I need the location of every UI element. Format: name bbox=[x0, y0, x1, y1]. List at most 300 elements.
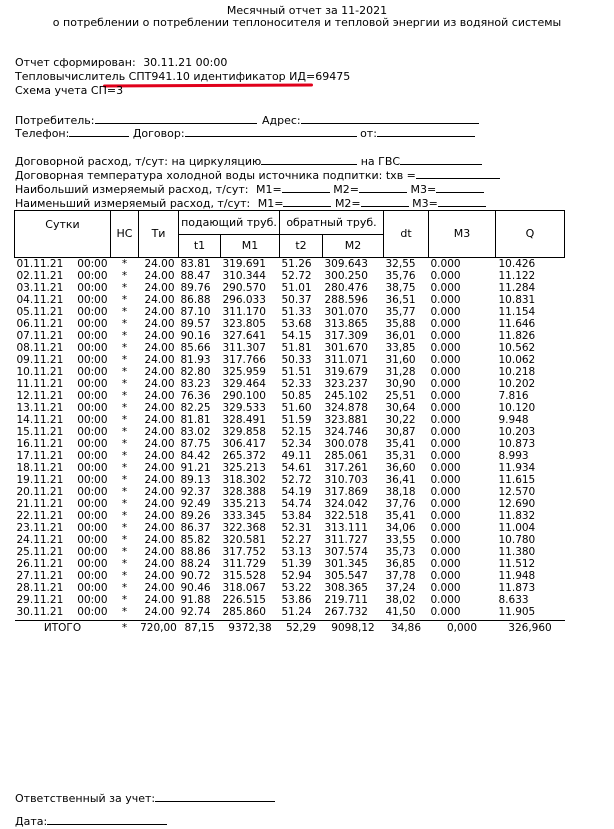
row-time: 00:00 bbox=[77, 258, 108, 270]
row-m1: 315.528 bbox=[222, 570, 266, 582]
row-m3: 0.000 bbox=[430, 534, 461, 546]
row-date: 25.11.21 bbox=[16, 546, 64, 558]
row-t1: 89.57 bbox=[180, 318, 211, 330]
row-m3: 0.000 bbox=[430, 510, 461, 522]
row-q: 9.948 bbox=[498, 414, 529, 426]
row-m2: 311.071 bbox=[324, 354, 368, 366]
row-dt: 37,78 bbox=[385, 570, 416, 582]
row-m3: 0.000 bbox=[430, 342, 461, 354]
row-m1: 322.368 bbox=[222, 522, 266, 534]
contract-flow-label: Договорной расход, т/сут: на циркуляцию bbox=[15, 155, 262, 168]
row-q: 12.570 bbox=[498, 486, 536, 498]
row-q: 11.122 bbox=[498, 270, 536, 282]
contract-flow-line bbox=[15, 153, 482, 168]
row-t1: 82.80 bbox=[180, 366, 211, 378]
row-q: 10.873 bbox=[498, 438, 536, 450]
row-day bbox=[15, 282, 111, 294]
header-t1: t1 bbox=[179, 235, 221, 258]
row-t1: 86.37 bbox=[180, 522, 211, 534]
row-dt: 36,60 bbox=[385, 462, 416, 474]
row-m3: 0.000 bbox=[430, 402, 461, 414]
row-t2: 52.33 bbox=[281, 378, 312, 390]
row-ti: 24.00 bbox=[144, 402, 175, 414]
row-time: 00:00 bbox=[77, 510, 108, 522]
row-q: 7.816 bbox=[498, 390, 529, 402]
row-t1: 92.74 bbox=[180, 606, 211, 618]
min-m3-label: M3= bbox=[412, 197, 438, 210]
row-m1: 285.860 bbox=[222, 606, 266, 618]
row-ti: 24.00 bbox=[144, 330, 175, 342]
max-m3-blank bbox=[436, 181, 484, 193]
row-m1: 317.766 bbox=[222, 354, 266, 366]
row-date: 28.11.21 bbox=[16, 582, 64, 594]
row-m2: 317.869 bbox=[324, 486, 368, 498]
row-ti: 24.00 bbox=[144, 510, 175, 522]
row-m3: 0.000 bbox=[430, 270, 461, 282]
row-time: 00:00 bbox=[77, 414, 108, 426]
row-time: 00:00 bbox=[77, 498, 108, 510]
row-date: 30.11.21 bbox=[16, 606, 64, 618]
total-ti: 720,00 bbox=[140, 622, 177, 634]
row-m3: 0.000 bbox=[430, 606, 461, 618]
row-dt: 35,31 bbox=[385, 450, 416, 462]
row-t2: 52.34 bbox=[281, 438, 312, 450]
row-t1: 82.25 bbox=[180, 402, 211, 414]
row-ns: * bbox=[121, 438, 128, 450]
table-row bbox=[15, 282, 565, 294]
row-ti: 24.00 bbox=[144, 606, 175, 618]
row-date: 06.11.21 bbox=[16, 318, 64, 330]
row-q: 10.202 bbox=[498, 378, 536, 390]
row-m1: 310.344 bbox=[222, 270, 266, 282]
row-q: 11.284 bbox=[498, 282, 536, 294]
row-date: 12.11.21 bbox=[16, 390, 64, 402]
row-day bbox=[15, 354, 111, 366]
row-ns: * bbox=[121, 318, 128, 330]
report-formed-line bbox=[15, 56, 227, 69]
row-dt: 30,90 bbox=[385, 378, 416, 390]
row-ns: * bbox=[121, 330, 128, 342]
row-m1: 311.307 bbox=[222, 342, 266, 354]
row-m3: 0.000 bbox=[430, 570, 461, 582]
row-t1: 83.81 bbox=[180, 258, 211, 270]
row-q: 11.948 bbox=[498, 570, 536, 582]
row-m2: 301.070 bbox=[324, 306, 368, 318]
row-ns: * bbox=[121, 270, 128, 282]
row-m1: 325.959 bbox=[222, 366, 266, 378]
row-t1: 90.72 bbox=[180, 570, 211, 582]
row-t2: 52.31 bbox=[281, 522, 312, 534]
row-m2: 280.476 bbox=[324, 282, 368, 294]
row-ti: 24.00 bbox=[144, 366, 175, 378]
row-dt: 36,51 bbox=[385, 294, 416, 306]
row-date: 10.11.21 bbox=[16, 366, 64, 378]
row-time: 00:00 bbox=[77, 594, 108, 606]
formed-label: Отчет сформирован: bbox=[15, 56, 136, 69]
table-row bbox=[15, 426, 565, 438]
min-m2-blank bbox=[361, 195, 409, 207]
row-date: 23.11.21 bbox=[16, 522, 64, 534]
row-ti: 24.00 bbox=[144, 462, 175, 474]
row-time: 00:00 bbox=[77, 558, 108, 570]
table-row bbox=[15, 318, 565, 330]
date-label: Дата: bbox=[15, 815, 48, 828]
total-ns: * bbox=[111, 621, 139, 636]
row-day bbox=[15, 486, 111, 498]
row-date: 05.11.21 bbox=[16, 306, 64, 318]
row-day bbox=[15, 522, 111, 534]
row-m1: 317.752 bbox=[222, 546, 266, 558]
row-dt: 33,85 bbox=[385, 342, 416, 354]
row-day bbox=[15, 450, 111, 462]
table-row bbox=[15, 582, 565, 594]
row-t1: 90.16 bbox=[180, 330, 211, 342]
total-m1: 9372,38 bbox=[221, 621, 280, 636]
row-ti: 24.00 bbox=[144, 498, 175, 510]
table-row bbox=[15, 402, 565, 414]
row-time: 00:00 bbox=[77, 270, 108, 282]
row-ti: 24.00 bbox=[144, 378, 175, 390]
responsible-blank bbox=[155, 790, 275, 802]
row-m2: 288.596 bbox=[324, 294, 368, 306]
max-m2-label: M2= bbox=[333, 183, 359, 196]
max-m2-blank bbox=[359, 181, 407, 193]
row-t2: 50.37 bbox=[281, 294, 312, 306]
row-t1: 91.21 bbox=[180, 462, 211, 474]
row-m2: 309.643 bbox=[324, 258, 368, 270]
header-ti: Ти bbox=[139, 211, 179, 258]
total-q: 326,960 bbox=[496, 621, 565, 636]
table-row bbox=[15, 546, 565, 558]
row-ti: 24.00 bbox=[144, 558, 175, 570]
row-q: 10.831 bbox=[498, 294, 536, 306]
row-ns: * bbox=[121, 294, 128, 306]
row-m2: 245.102 bbox=[324, 390, 368, 402]
row-m2: 305.547 bbox=[324, 570, 368, 582]
table-row bbox=[15, 306, 565, 318]
row-time: 00:00 bbox=[77, 486, 108, 498]
row-m3: 0.000 bbox=[430, 558, 461, 570]
row-ti: 24.00 bbox=[144, 438, 175, 450]
row-t2: 54.61 bbox=[281, 462, 312, 474]
row-t1: 81.93 bbox=[180, 354, 211, 366]
table-row bbox=[15, 354, 565, 366]
table-row bbox=[15, 366, 565, 378]
row-ti: 24.00 bbox=[144, 486, 175, 498]
total-dt: 34,86 bbox=[384, 621, 429, 636]
row-time: 00:00 bbox=[77, 546, 108, 558]
row-m2: 322.518 bbox=[324, 510, 368, 522]
row-day bbox=[15, 294, 111, 306]
phone-label: Телефон: bbox=[15, 127, 70, 140]
date-blank bbox=[47, 813, 167, 825]
min-m2-label: M2= bbox=[334, 197, 361, 210]
row-time: 00:00 bbox=[77, 390, 108, 402]
row-t1: 89.76 bbox=[180, 282, 211, 294]
row-m3: 0.000 bbox=[430, 294, 461, 306]
row-time: 00:00 bbox=[77, 282, 108, 294]
row-q: 11.832 bbox=[498, 510, 536, 522]
row-time: 00:00 bbox=[77, 438, 108, 450]
row-date: 26.11.21 bbox=[16, 558, 64, 570]
row-date: 21.11.21 bbox=[16, 498, 64, 510]
row-date: 01.11.21 bbox=[16, 258, 64, 270]
row-day bbox=[15, 390, 111, 402]
row-dt: 30,87 bbox=[385, 426, 416, 438]
row-t2: 53.86 bbox=[281, 594, 312, 606]
address-blank bbox=[301, 112, 479, 124]
row-t1: 92.49 bbox=[180, 498, 211, 510]
calculator-label: Тепловычислитель bbox=[15, 70, 126, 83]
row-t1: 91.88 bbox=[180, 594, 211, 606]
row-day bbox=[15, 594, 111, 606]
row-time: 00:00 bbox=[77, 330, 108, 342]
row-date: 27.11.21 bbox=[16, 570, 64, 582]
row-m2: 300.078 bbox=[324, 438, 368, 450]
row-dt: 34,06 bbox=[385, 522, 416, 534]
row-ti: 24.00 bbox=[144, 522, 175, 534]
row-date: 11.11.21 bbox=[16, 378, 64, 390]
row-m2: 324.746 bbox=[324, 426, 368, 438]
row-t1: 89.26 bbox=[180, 510, 211, 522]
row-time: 00:00 bbox=[77, 462, 108, 474]
row-ns: * bbox=[121, 282, 128, 294]
row-t2: 53.84 bbox=[281, 510, 312, 522]
row-time: 00:00 bbox=[77, 366, 108, 378]
row-day bbox=[15, 510, 111, 522]
row-t1: 76.36 bbox=[180, 390, 211, 402]
row-m1: 318.302 bbox=[222, 474, 266, 486]
row-m2: 323.881 bbox=[324, 414, 368, 426]
header-return-pipe: обратный труб. bbox=[280, 211, 384, 235]
row-ti: 24.00 bbox=[144, 354, 175, 366]
calculator-line bbox=[15, 70, 350, 83]
row-m2: 317.309 bbox=[324, 330, 368, 342]
row-dt: 35,73 bbox=[385, 546, 416, 558]
row-m3: 0.000 bbox=[430, 594, 461, 606]
row-t2: 51.60 bbox=[281, 402, 312, 414]
row-time: 00:00 bbox=[77, 342, 108, 354]
row-dt: 33,55 bbox=[385, 534, 416, 546]
row-ns: * bbox=[121, 474, 128, 486]
row-ti: 24.00 bbox=[144, 342, 175, 354]
row-ns: * bbox=[121, 510, 128, 522]
row-ti: 24.00 bbox=[144, 426, 175, 438]
total-t2: 52,29 bbox=[280, 621, 323, 636]
row-t2: 54.15 bbox=[281, 330, 312, 342]
calculator-value: СПТ941.10 идентификатор ИД=69475 bbox=[128, 70, 351, 83]
row-m1: 329.533 bbox=[222, 402, 266, 414]
contract-label: Договор: bbox=[132, 127, 185, 140]
table-row bbox=[15, 594, 565, 606]
phone-line bbox=[15, 125, 475, 140]
row-ns: * bbox=[121, 558, 128, 570]
max-m1-blank bbox=[282, 181, 330, 193]
row-t2: 53.13 bbox=[281, 546, 312, 558]
row-t2: 51.26 bbox=[281, 258, 312, 270]
row-date: 17.11.21 bbox=[16, 450, 64, 462]
row-q: 11.646 bbox=[498, 318, 536, 330]
row-ti: 24.00 bbox=[144, 570, 175, 582]
min-m1-blank bbox=[283, 195, 331, 207]
row-day bbox=[15, 306, 111, 318]
row-date: 04.11.21 bbox=[16, 294, 64, 306]
row-m3: 0.000 bbox=[430, 522, 461, 534]
row-t2: 51.33 bbox=[281, 306, 312, 318]
row-dt: 35,76 bbox=[385, 270, 416, 282]
row-t2: 53.68 bbox=[281, 318, 312, 330]
row-q: 11.873 bbox=[498, 582, 536, 594]
row-day bbox=[15, 582, 111, 594]
row-m2: 307.574 bbox=[324, 546, 368, 558]
row-date: 14.11.21 bbox=[16, 414, 64, 426]
row-m3: 0.000 bbox=[430, 414, 461, 426]
row-q: 11.154 bbox=[498, 306, 536, 318]
row-ns: * bbox=[121, 486, 128, 498]
cold-temp-label: Договорная температура холодной воды источника подпитки: txв = bbox=[15, 169, 416, 182]
row-day bbox=[15, 318, 111, 330]
table-row bbox=[15, 342, 565, 354]
table-row bbox=[15, 498, 565, 510]
table-row bbox=[15, 510, 565, 522]
row-date: 29.11.21 bbox=[16, 594, 64, 606]
cold-temp-line bbox=[15, 167, 500, 182]
row-m3: 0.000 bbox=[430, 474, 461, 486]
row-m1: 290.100 bbox=[222, 390, 266, 402]
total-m3: 0,000 bbox=[429, 621, 496, 636]
row-t2: 52.72 bbox=[281, 270, 312, 282]
row-ns: * bbox=[121, 570, 128, 582]
row-t2: 54.19 bbox=[281, 486, 312, 498]
row-q: 10.203 bbox=[498, 426, 536, 438]
row-ti: 24.00 bbox=[144, 258, 175, 270]
header-q: Q bbox=[496, 211, 565, 258]
max-m3-label: M3= bbox=[410, 183, 437, 196]
row-t2: 51.51 bbox=[281, 366, 312, 378]
row-date: 02.11.21 bbox=[16, 270, 64, 282]
row-t1: 85.66 bbox=[180, 342, 211, 354]
row-m2: 310.703 bbox=[324, 474, 368, 486]
row-day bbox=[15, 258, 111, 271]
row-ti: 24.00 bbox=[144, 318, 175, 330]
row-dt: 32,55 bbox=[385, 258, 416, 270]
row-dt: 38,75 bbox=[385, 282, 416, 294]
row-day bbox=[15, 342, 111, 354]
row-t2: 51.39 bbox=[281, 558, 312, 570]
row-ns: * bbox=[121, 366, 128, 378]
header-m1: M1 bbox=[221, 235, 280, 258]
row-m3: 0.000 bbox=[430, 462, 461, 474]
row-ti: 24.00 bbox=[144, 450, 175, 462]
row-m1: 333.345 bbox=[222, 510, 266, 522]
row-q: 11.826 bbox=[498, 330, 536, 342]
row-m1: 329.464 bbox=[222, 378, 266, 390]
red-underline-annotation bbox=[103, 83, 313, 87]
row-dt: 25,51 bbox=[385, 390, 416, 402]
row-dt: 38,18 bbox=[385, 486, 416, 498]
row-time: 00:00 bbox=[77, 354, 108, 366]
row-m3: 0.000 bbox=[430, 378, 461, 390]
row-m1: 327.641 bbox=[222, 330, 266, 342]
table-row bbox=[15, 474, 565, 486]
formed-value: 30.11.21 00:00 bbox=[143, 56, 228, 69]
row-t2: 51.24 bbox=[281, 606, 312, 618]
gvs-label: на ГВС bbox=[360, 155, 401, 168]
row-day bbox=[15, 330, 111, 342]
row-t2: 51.81 bbox=[281, 342, 312, 354]
row-q: 11.512 bbox=[498, 558, 536, 570]
row-m3: 0.000 bbox=[430, 486, 461, 498]
row-q: 8.633 bbox=[498, 594, 529, 606]
table-row bbox=[15, 534, 565, 546]
contract-from-label: от: bbox=[360, 127, 377, 140]
daily-report-table bbox=[14, 210, 565, 635]
row-q: 8.993 bbox=[498, 450, 529, 462]
row-m2: 267.732 bbox=[324, 606, 368, 618]
table-row bbox=[15, 390, 565, 402]
row-m2: 311.727 bbox=[324, 534, 368, 546]
row-time: 00:00 bbox=[77, 570, 108, 582]
row-q: 12.690 bbox=[498, 498, 536, 510]
row-m3: 0.000 bbox=[430, 366, 461, 378]
row-t1: 88.86 bbox=[180, 546, 211, 558]
row-time: 00:00 bbox=[77, 522, 108, 534]
consumer-label: Потребитель: bbox=[15, 114, 95, 127]
row-time: 00:00 bbox=[77, 450, 108, 462]
row-date: 03.11.21 bbox=[16, 282, 64, 294]
table-row bbox=[15, 330, 565, 342]
row-date: 15.11.21 bbox=[16, 426, 64, 438]
row-m2: 313.865 bbox=[324, 318, 368, 330]
row-m1: 296.033 bbox=[222, 294, 266, 306]
row-ns: * bbox=[121, 450, 128, 462]
row-date: 09.11.21 bbox=[16, 354, 64, 366]
row-date: 08.11.21 bbox=[16, 342, 64, 354]
table-row bbox=[15, 450, 565, 462]
row-q: 11.615 bbox=[498, 474, 536, 486]
row-m3: 0.000 bbox=[430, 498, 461, 510]
row-t2: 52.15 bbox=[281, 426, 312, 438]
max-flow-label: Наибольший измеряемый расход, т/сут: bbox=[15, 183, 249, 196]
row-dt: 36,85 bbox=[385, 558, 416, 570]
row-dt: 36,41 bbox=[385, 474, 416, 486]
row-t1: 88.47 bbox=[180, 270, 211, 282]
row-m1: 311.729 bbox=[222, 558, 266, 570]
row-ns: * bbox=[121, 426, 128, 438]
row-ns: * bbox=[121, 606, 128, 618]
row-ti: 24.00 bbox=[144, 270, 175, 282]
row-m2: 324.878 bbox=[324, 402, 368, 414]
report-subtitle: о потреблении о потреблении теплоносителя и тепловой энергии из водяной системы bbox=[52, 16, 562, 29]
row-date: 20.11.21 bbox=[16, 486, 64, 498]
row-ns: * bbox=[121, 546, 128, 558]
row-q: 10.120 bbox=[498, 402, 536, 414]
row-q: 10.562 bbox=[498, 342, 536, 354]
row-ns: * bbox=[121, 498, 128, 510]
row-t1: 86.88 bbox=[180, 294, 211, 306]
row-m3: 0.000 bbox=[430, 354, 461, 366]
row-m1: 335.213 bbox=[222, 498, 266, 510]
max-m1-label: M1= bbox=[256, 183, 282, 196]
row-q: 10.062 bbox=[498, 354, 536, 366]
row-date: 18.11.21 bbox=[16, 462, 64, 474]
row-ns: * bbox=[121, 390, 128, 402]
contract-from-blank bbox=[377, 125, 475, 137]
row-dt: 35,41 bbox=[385, 438, 416, 450]
contract-blank bbox=[185, 125, 357, 137]
row-dt: 41,50 bbox=[385, 606, 416, 618]
responsible-label: Ответственный за учет: bbox=[15, 792, 156, 805]
